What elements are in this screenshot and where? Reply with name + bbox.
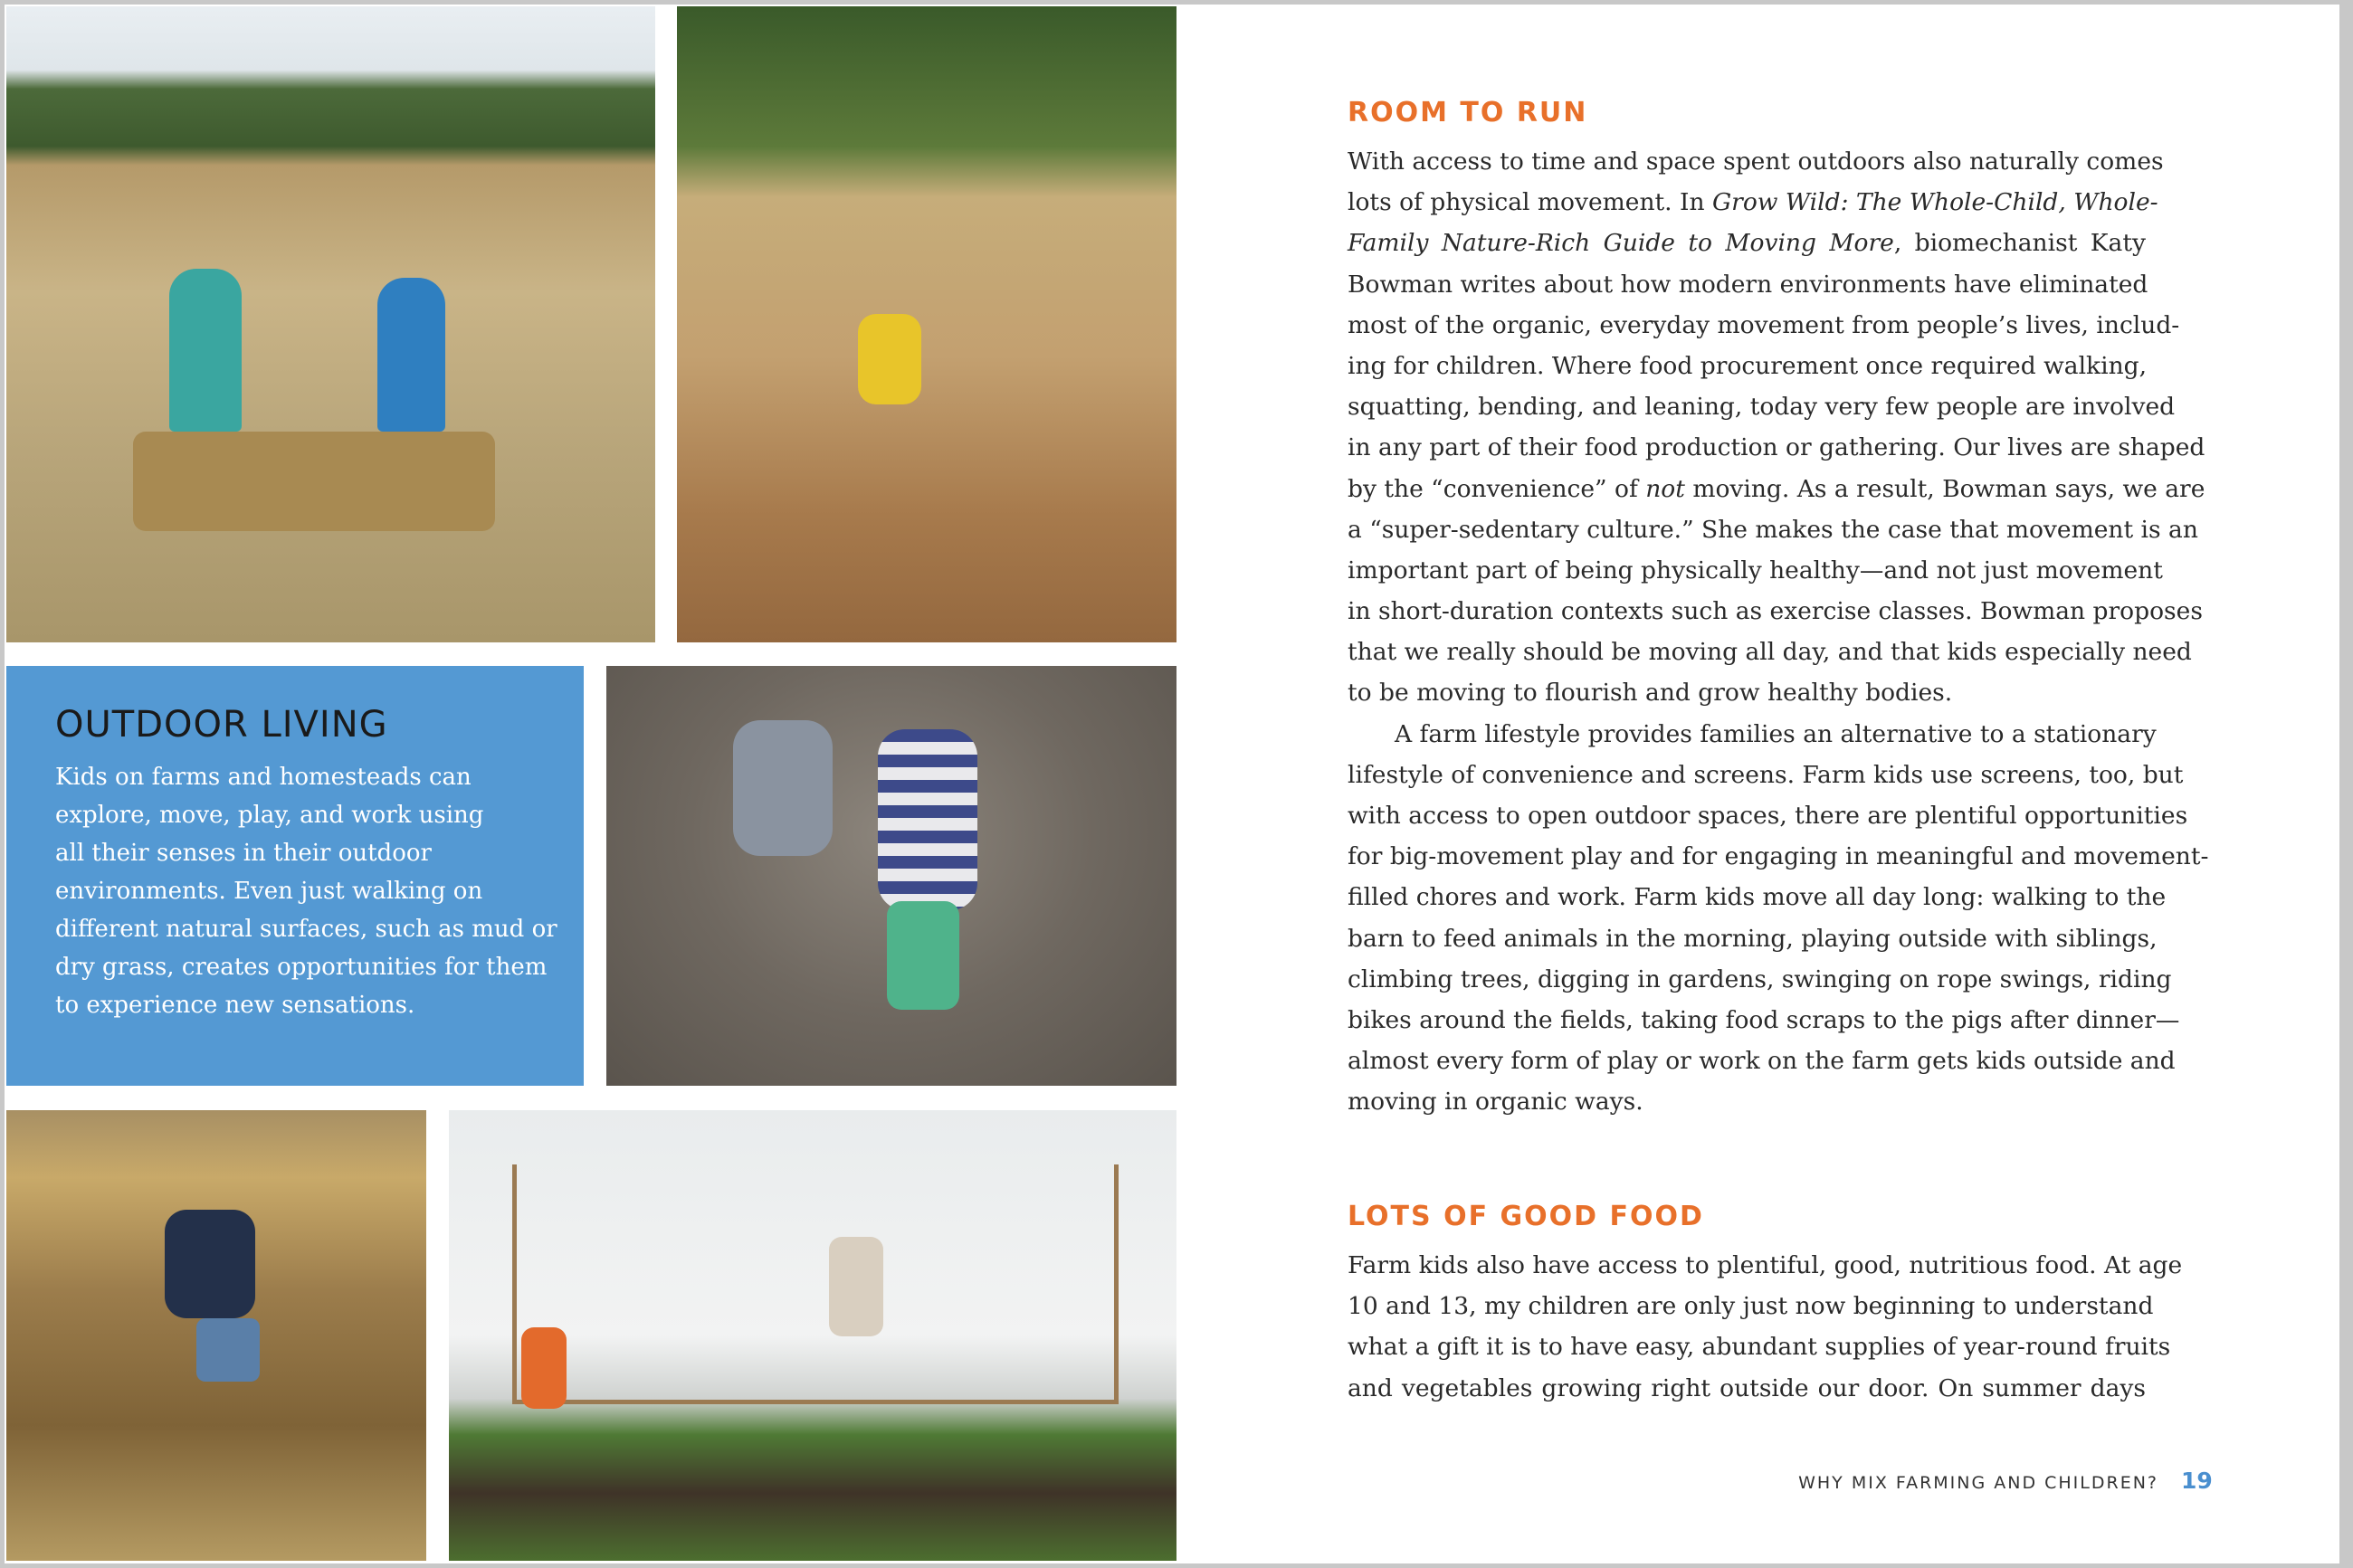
text-segment: important part of being physically healthy—and not just movement	[1348, 556, 2163, 584]
text-segment: 10 and 13, my children are only just now beginning to understand	[1348, 1292, 2154, 1321]
text-segment: filled chores and work. Farm kids move all day long: walking to the	[1348, 883, 2167, 912]
body-line	[1348, 877, 2167, 917]
text-segment: ing for children. Where food procurement once required walking,	[1348, 351, 2148, 380]
sidebar-line: to experience new sensations.	[55, 992, 415, 1019]
text-segment: in short-duration contexts such as exercise classes. Bowman proposes	[1348, 597, 2203, 626]
body-line	[1348, 346, 2146, 386]
text-segment: to be moving to flourish and grow healthy bodies.	[1348, 679, 1953, 708]
sidebar-box	[6, 666, 584, 1086]
book-spread	[5, 5, 2339, 1563]
text-segment: most of the organic, everyday movement from people’s lives, includ-	[1348, 310, 2180, 339]
text-segment: barn to feed animals in the morning, playing outside with siblings,	[1348, 924, 2158, 953]
photo-children-in-mud	[606, 666, 1176, 1086]
text-segment: A farm lifestyle provides families an alternative to a stationary	[1395, 719, 2157, 748]
text-segment: moving in organic ways.	[1348, 1088, 1643, 1117]
sidebar-line: explore, move, play, and work using	[55, 802, 484, 829]
sidebar-title: OUTDOOR LIVING	[55, 704, 388, 746]
photo-child-running-on-path	[677, 6, 1176, 642]
text-segment: by the “convenience” of	[1348, 474, 1646, 503]
text-segment: lifestyle of convenience and screens. Farm kids use screens, too, but	[1348, 760, 2184, 789]
text-segment: moving. As a result, Bowman says, we are	[1684, 474, 2205, 503]
page-number: 19	[2181, 1468, 2213, 1494]
body-line	[1348, 1286, 2154, 1326]
body-line	[1348, 918, 2158, 959]
body-line	[1348, 672, 2146, 713]
body-line	[1348, 795, 2188, 836]
heading-lots-of-good-food: LOTS OF GOOD FOOD	[1348, 1201, 1704, 1232]
sidebar-line: environments. Even just walking on	[55, 878, 483, 905]
body-line	[1348, 755, 2184, 795]
body-line	[1348, 1368, 2146, 1409]
photo-family-in-greenhouse	[449, 1110, 1176, 1561]
text-segment: with access to open outdoor spaces, there are plentiful opportunities	[1348, 802, 2188, 830]
photo-toddler-climbing-hay	[6, 1110, 426, 1561]
body-line	[1348, 509, 2198, 550]
body-line	[1348, 264, 2146, 305]
sidebar-line: dry grass, creates opportunities for them	[55, 954, 548, 981]
body-line	[1348, 223, 2146, 263]
body-line	[1348, 141, 2164, 182]
sidebar-body	[55, 758, 562, 1024]
body-line	[1348, 550, 2163, 591]
section-lots-of-good-food	[1348, 1201, 2183, 1409]
sidebar-line: different natural surfaces, such as mud or	[55, 916, 557, 943]
heading-room-to-run: ROOM TO RUN	[1348, 97, 1588, 128]
body-line	[1348, 836, 2209, 877]
body-line	[1348, 959, 2172, 1000]
body-line	[1348, 182, 2158, 223]
running-head: WHY MIX FARMING AND CHILDREN?	[1798, 1473, 2158, 1493]
body-line	[1348, 1000, 2180, 1041]
sidebar-line: all their senses in their outdoor	[55, 840, 432, 867]
body-line	[1348, 632, 2192, 672]
text-segment: in any part of their food production or gathering. Our lives are shaped	[1348, 433, 2205, 462]
text-segment: squatting, bending, and leaning, today very few people are involved	[1348, 393, 2176, 422]
text-segment: and vegetables growing right outside our door. On summer days	[1348, 1373, 2146, 1402]
text-segment: a “super-sedentary culture.” She makes the case that movement is an	[1348, 515, 2198, 544]
body-line	[1348, 1041, 2176, 1081]
text-segment: Farm kids also have access to plentiful, good, nutritious food. At age	[1348, 1251, 2183, 1279]
body-line	[1348, 591, 2203, 632]
body-line	[1348, 386, 2176, 427]
sidebar-line: Kids on farms and homesteads can	[55, 764, 472, 791]
text-segment: climbing trees, digging in gardens, swinging on rope swings, riding	[1348, 965, 2172, 993]
text-segment: for big-movement play and for engaging in meaningful and movement-	[1348, 842, 2209, 871]
text-segment: Grow Wild: The Whole-Child, Whole-	[1711, 188, 2158, 217]
section-room-to-run	[1348, 97, 2209, 1123]
text-segment: bikes around the fields, taking food scraps to the pigs after dinner—	[1348, 1005, 2180, 1034]
body-line	[1348, 1326, 2171, 1367]
body-line	[1348, 427, 2205, 468]
body-line	[1348, 714, 2157, 755]
body-line	[1348, 469, 2205, 509]
text-segment: almost every form of play or work on the farm gets kids outside and	[1348, 1047, 2176, 1076]
text-segment: , biomechanist Katy	[1893, 229, 2146, 258]
text-segment: not	[1645, 474, 1685, 503]
text-segment: With access to time and space spent outdoors also naturally comes	[1348, 147, 2164, 176]
text-segment: Bowman writes about how modern environments have eliminated	[1348, 270, 2148, 299]
text-segment: that we really should be moving all day, and that kids especially need	[1348, 638, 2192, 667]
text-segment: Family Nature-Rich Guide to Moving More	[1348, 229, 1894, 258]
body-line	[1348, 305, 2180, 346]
body-line	[1348, 1081, 2146, 1122]
body-line	[1348, 1245, 2183, 1286]
text-segment: what a gift it is to have easy, abundant supplies of year-round fruits	[1348, 1333, 2171, 1362]
photo-boys-on-hay-bale	[6, 6, 655, 642]
text-segment: lots of physical movement. In	[1348, 188, 1712, 217]
